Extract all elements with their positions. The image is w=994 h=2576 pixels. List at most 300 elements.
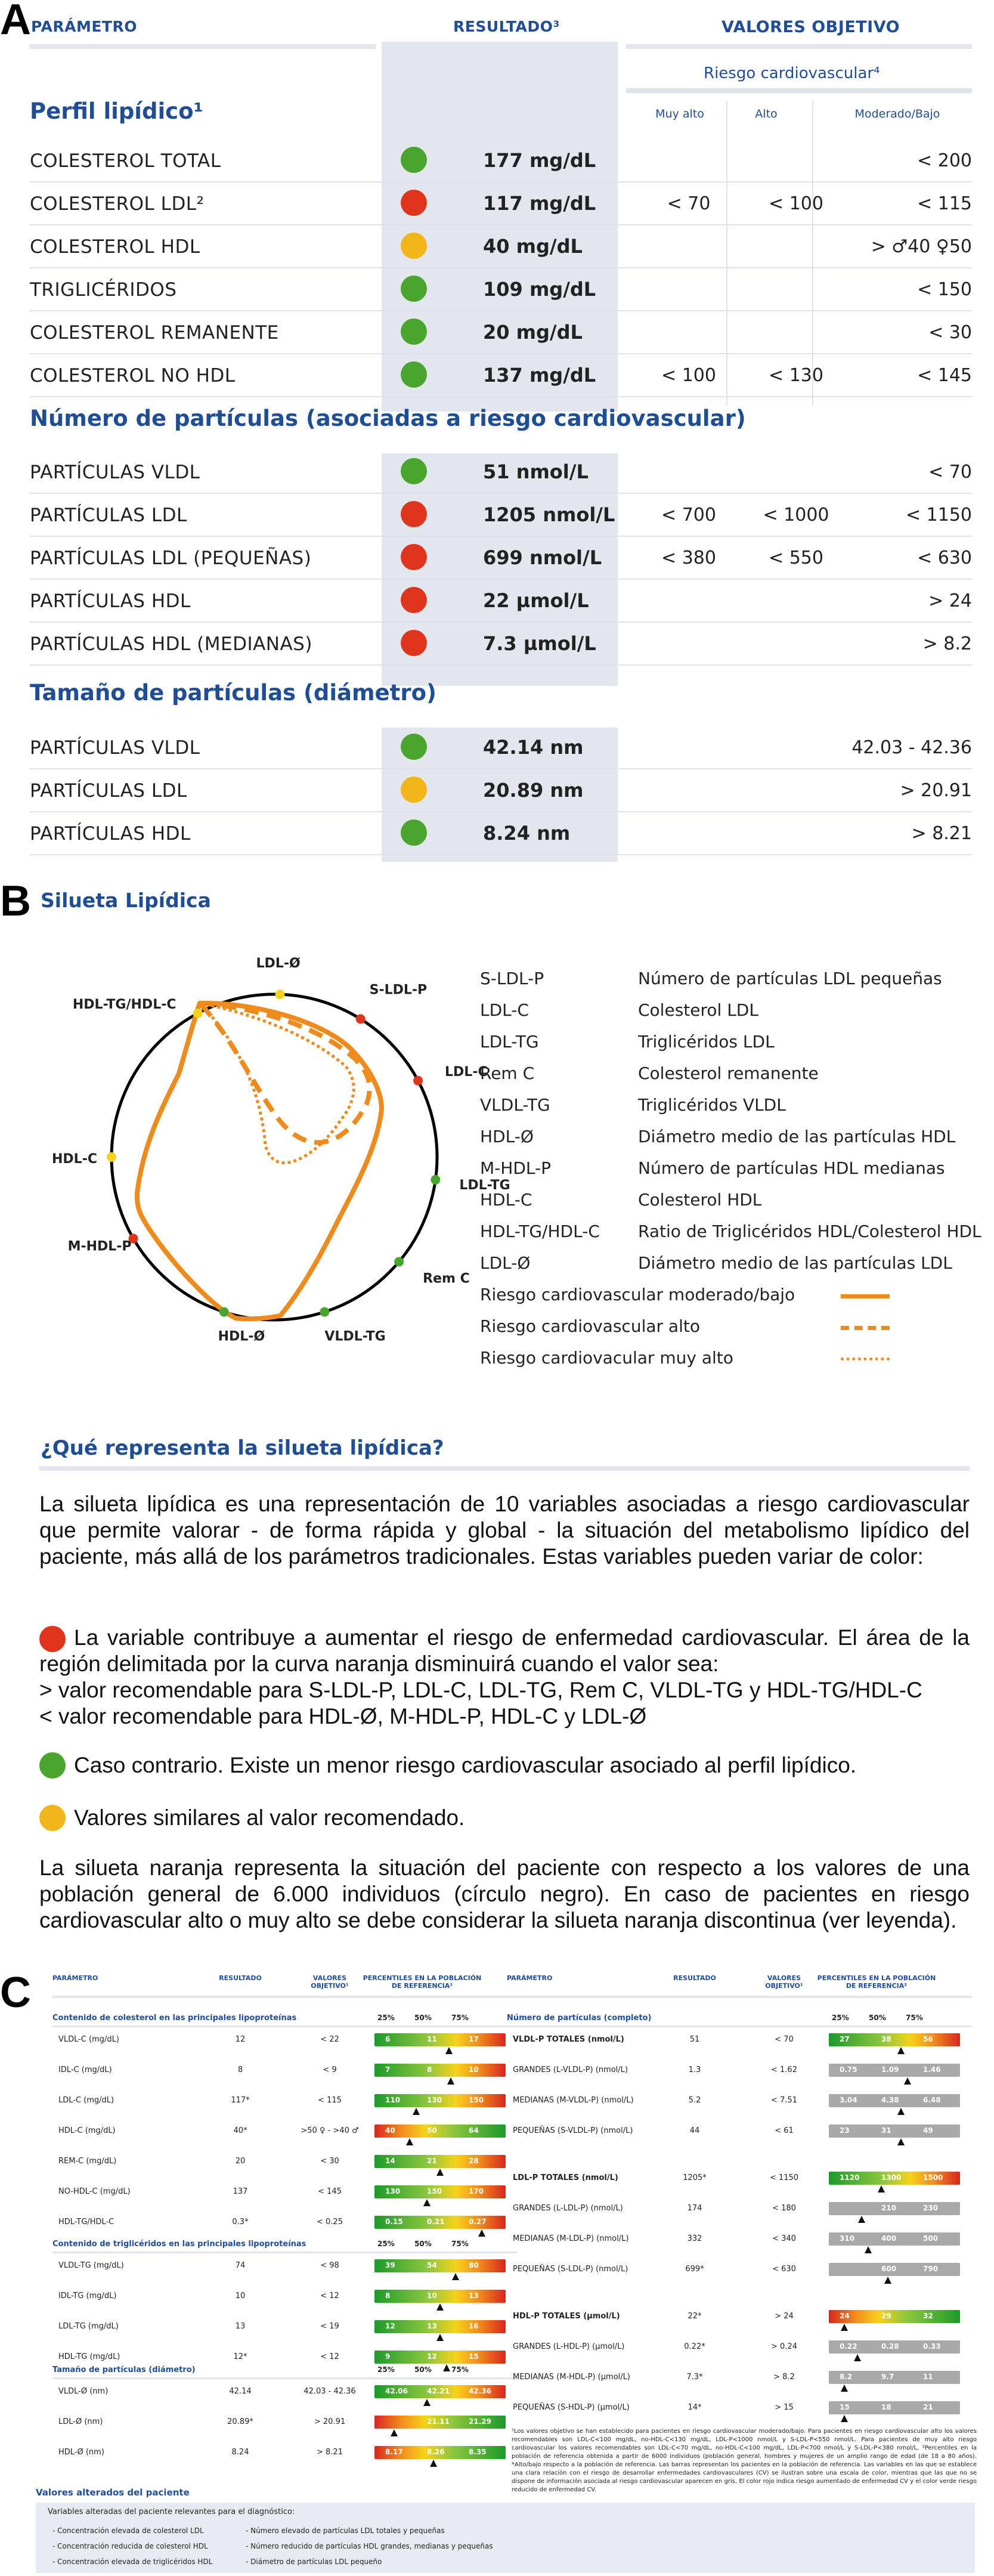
panel-letter-c: C [0, 1969, 31, 2017]
panel-letter-a: A [0, 0, 31, 44]
c-percentile-bar [374, 2094, 506, 2107]
c-result: 44 [689, 2126, 700, 2135]
c-target: < 7.51 [771, 2096, 797, 2105]
c-target: > 24 [775, 2312, 794, 2321]
c-result: 12* [233, 2352, 247, 2361]
c-percentile-tick: 0.75 [840, 2065, 857, 2074]
c-target: < 180 [772, 2204, 796, 2213]
parameter-label: PARTÍCULAS VLDL [30, 737, 200, 759]
c-percentile-tick: 42.21 [427, 2387, 450, 2395]
c-percentile-tick: 8.2 [840, 2373, 853, 2381]
c-percentile-tick: 1120 [840, 2173, 860, 2182]
explain-yellow: Valores similares al valor recomendado. [74, 1805, 465, 1830]
axis-label: VLDL-TG [324, 1329, 386, 1344]
c-result: 1.3 [688, 2065, 701, 2074]
c-altered-item: - Diámetro de partículas LDL pequeño [246, 2558, 382, 2566]
parameter-label: PARTÍCULAS HDL [30, 823, 191, 845]
row-separator [30, 664, 972, 666]
c-percentile-tick: 0.22 [840, 2342, 857, 2351]
c-pct-p25: 25% [377, 2014, 395, 2022]
explain-red-line-3: < valor recomendable para HDL-Ø, M-HDL-P, HDL-C y LDL-Ø [39, 1704, 647, 1728]
legend-desc: Triglicéridos VLDL [638, 1095, 786, 1115]
group-title: Número de partículas (asociadas a riesgo cardiovascular) [30, 406, 746, 431]
parameter-row [30, 357, 972, 392]
c-percentile-bar [374, 2216, 506, 2229]
c-patient-marker [854, 2354, 861, 2361]
target-very-high: < 380 [661, 548, 716, 568]
parameter-row [30, 185, 972, 221]
c-result: 12 [235, 2035, 246, 2044]
axis-label: HDL-Ø [218, 1329, 265, 1344]
c-altered-title: Valores alterados del paciente [36, 2487, 190, 2498]
c-percentile-tick: 42.06 [385, 2387, 408, 2395]
c-result: 137 [233, 2187, 248, 2196]
header-param: PARÁMETRO [31, 18, 137, 35]
parameter-row [30, 625, 972, 661]
c-percentile-tick: 31 [881, 2126, 891, 2135]
silhouette-very-high [200, 1003, 354, 1163]
c-percentile-tick: 10 [469, 2065, 479, 2074]
c-percentile-tick: 8 [427, 2065, 432, 2074]
c-percentile-tick: 500 [923, 2234, 939, 2243]
target-very-high: < 100 [661, 365, 716, 386]
c-param-label: HDL-Ø (nm) [58, 2448, 104, 2457]
axis-dot [193, 1009, 203, 1018]
parameter-row [30, 496, 972, 532]
group-title: Perfil lipídico¹ [30, 98, 203, 124]
explain-underline [39, 1466, 970, 1471]
c-target: > 15 [775, 2403, 794, 2412]
c-header-target: VALORES OBJETIVO¹ [311, 1974, 349, 1990]
c-percentile-bar [829, 2033, 960, 2046]
result-value: 117 mg/dL [483, 192, 596, 215]
axis-dot [356, 1014, 366, 1023]
c-param-label: HDL-P TOTALES (µmol/L) [513, 2312, 620, 2321]
c-result: 699* [685, 2265, 704, 2274]
c-percentile-bar [829, 2340, 960, 2354]
c-footnote: ¹Los valores objetivo se han establecido para pacientes en riesgo cardiovascular moderado/bajo. Para pacientes en riesgo cardiovascular alto los valores recomendables son LDL-C<100 mg/dL, no-HDL-C<130 mg/dL, LDL-P<1000 nmol/L y S-LDL-P<550 nmol/L. Para pacientes de muy alto riesgo cardiovascular los valores recomendables son LDL-C<70 mg/dL, no-HDL-C<100 mg/dL, LDL-P<700 nmol/L y S-LDL-P<380 nmol/L. ²Percentiles en la población de referencia obtenida a partir de 6000 individuos (población general, hombres y mujeres de un amplio rango de edad (de 18 a 80 años). *Alto/bajo respecto a la población de referencia. Las barras representan los pacientes en la población de referencia. Las variables en las que se establece una clara relación con el riesgo de desarrollar enfermedades cardiovasculares (CV) se ilustran sobre una escala de color, mientras que las que no se dispone de información asociada al riesgo cardiovascular aparecen en gris. El color rojo indica riesgo aumentado de enfermedad CV y el color verde riesgo reducido de enfermedad CV. [512, 2428, 977, 2493]
parameter-label: COLESTEROL REMANENTE [30, 322, 279, 344]
c-target: < 1150 [769, 2173, 799, 2182]
c-patient-marker [904, 2077, 911, 2085]
explain-red-line-2: > valor recomendable para S-LDL-P, LDL-C, LDL-TG, Rem C, VLDL-TG y HDL-TG/HDL-C [39, 1678, 922, 1702]
target-moderate: < 70 [928, 462, 972, 483]
legend-abbr: HDL-C [480, 1190, 532, 1210]
c-target: < 1.62 [771, 2065, 797, 2074]
parameter-label: PARTÍCULAS HDL [30, 590, 191, 612]
target-moderate: > ♂40 ♀50 [871, 236, 972, 257]
c-percentile-tick: 8 [385, 2292, 391, 2300]
status-dot-green [401, 458, 427, 484]
c-percentile-tick: 230 [923, 2204, 939, 2212]
legend-desc: Ratio de Triglicéridos HDL/Colesterol HDL [638, 1221, 981, 1241]
legend-abbr: VLDL-TG [480, 1095, 550, 1115]
axis-dot [107, 1152, 116, 1162]
c-result: 0.22* [684, 2342, 705, 2351]
target-very-high: < 70 [667, 193, 711, 214]
c-percentile-tick: 64 [469, 2126, 479, 2135]
c-header-underline [507, 1996, 972, 1998]
c-result: 42.14 [229, 2387, 252, 2396]
parameter-row [30, 314, 972, 350]
c-pct-p75: 75% [451, 2014, 469, 2022]
c-target: < 115 [318, 2096, 342, 2105]
c-percentile-tick: 21.29 [469, 2417, 491, 2426]
c-percentile-tick: 14 [385, 2157, 395, 2165]
legend-desc: Diámetro medio de las partículas HDL [638, 1127, 956, 1146]
c-patient-marker [878, 2185, 885, 2192]
header-risk: Riesgo cardiovascular⁴ [704, 64, 880, 82]
c-param-label: MEDIANAS (M-LDL-P) (nmol/L) [513, 2234, 629, 2243]
c-param-label: GRANDES (L-VLDL-P) (nmol/L) [513, 2065, 628, 2074]
c-percentile-bar [374, 2446, 506, 2459]
c-result: 8.24 [231, 2448, 249, 2457]
axis-dot [394, 1257, 404, 1266]
status-dot-green [401, 147, 427, 173]
parameter-row [30, 271, 972, 307]
c-percentile-tick: 42.36 [469, 2387, 491, 2395]
target-moderate: 42.03 - 42.36 [851, 737, 972, 758]
c-percentile-tick: 1.46 [923, 2065, 941, 2074]
c-percentile-tick: 310 [840, 2234, 855, 2243]
parameter-row [30, 539, 972, 575]
legend-abbr: M-HDL-P [480, 1158, 551, 1178]
header-very-high: Muy alto [655, 107, 704, 120]
lipid-silhouette-chart [0, 930, 510, 1384]
c-param-label: VLDL-TG (mg/dL) [58, 2261, 124, 2270]
c-param-label: VLDL-Ø (nm) [58, 2387, 109, 2396]
parameter-label: PARTÍCULAS LDL [30, 505, 187, 526]
legend-abbr: Rem C [480, 1063, 535, 1083]
result-value: 42.14 nm [483, 736, 584, 759]
axis-label: LDL-Ø [256, 956, 301, 972]
c-percentile-bar [829, 2094, 960, 2107]
c-percentile-tick: 4.38 [881, 2096, 899, 2104]
c-percentile-tick: 1500 [923, 2173, 943, 2182]
c-group-underline [507, 2025, 972, 2027]
c-percentile-bar [829, 2124, 960, 2138]
c-percentile-tick: 16 [469, 2322, 479, 2330]
c-percentile-tick: 9.7 [881, 2373, 894, 2381]
target-moderate: < 200 [917, 150, 972, 171]
c-percentile-tick: 21.11 [427, 2417, 450, 2426]
parameter-label: PARTÍCULAS LDL (PEQUEÑAS) [30, 548, 312, 569]
row-separator [30, 267, 972, 268]
c-target: > 8.2 [773, 2373, 795, 2382]
axis-label: HDL-C [52, 1152, 97, 1167]
c-patient-marker [423, 2199, 431, 2206]
c-patient-marker [884, 2277, 891, 2284]
c-percentile-tick: 6.48 [923, 2096, 941, 2104]
c-result: 5.2 [688, 2096, 701, 2105]
legend-abbr: LDL-C [480, 1000, 529, 1020]
c-patient-marker [430, 2460, 437, 2467]
c-percentile-bar [829, 2202, 960, 2215]
c-percentile-tick: 1300 [881, 2173, 902, 2182]
c-percentile-tick: 170 [469, 2187, 484, 2195]
target-high: < 130 [769, 365, 823, 386]
c-target: < 30 [320, 2157, 339, 2166]
c-pct-p50: 50% [869, 2014, 886, 2022]
c-param-label: NO-HDL-C (mg/dL) [58, 2187, 131, 2196]
c-param-label: IDL-TG (mg/dL) [58, 2292, 117, 2300]
result-value: 51 nmol/L [483, 460, 589, 483]
row-separator [30, 493, 972, 494]
c-percentile-tick: 130 [385, 2187, 401, 2195]
c-percentile-bar [829, 2064, 960, 2077]
c-patient-marker [423, 2399, 431, 2406]
c-percentile-bar [374, 2064, 506, 2077]
legend-abbr: HDL-TG/HDL-C [480, 1221, 600, 1241]
risk-legend-line [841, 1357, 890, 1360]
c-group-underline [52, 2377, 518, 2379]
c-patient-marker [897, 2047, 905, 2054]
c-target: >50 ♀ - >40 ♂ [301, 2126, 359, 2135]
c-target: < 22 [320, 2035, 339, 2044]
c-patient-marker [858, 2216, 865, 2223]
c-patient-marker [841, 2385, 848, 2392]
c-percentile-tick: 0.28 [881, 2342, 899, 2351]
target-moderate: > 20.91 [900, 780, 972, 801]
c-result: 7.3* [686, 2373, 703, 2382]
c-result: 40* [233, 2126, 247, 2135]
axis-label: LDL-C [445, 1064, 488, 1080]
status-dot-yellow [401, 777, 427, 803]
c-percentile-tick: 8.17 [385, 2448, 403, 2456]
c-percentile-tick: 13 [469, 2292, 479, 2300]
header-moderate: Moderado/Bajo [854, 107, 940, 120]
c-param-label: GRANDES (L-LDL-P) (nmol/L) [513, 2204, 623, 2213]
status-dot-red [401, 630, 427, 656]
silhouette-title: Silueta Lipídica [41, 889, 211, 912]
axis-label: S-LDL-P [369, 982, 428, 998]
c-percentile-tick: 110 [385, 2096, 401, 2104]
legend-desc: Colesterol remanente [638, 1063, 819, 1083]
c-percentile-bar [829, 2263, 960, 2276]
c-target: 42.03 - 42.36 [304, 2387, 356, 2396]
c-percentile-bar [374, 2124, 506, 2138]
c-patient-marker [447, 2077, 454, 2085]
header-high: Alto [755, 107, 778, 120]
c-percentile-tick: 600 [881, 2265, 897, 2273]
c-patient-marker [897, 2108, 905, 2115]
row-separator [30, 181, 972, 183]
parameter-label: COLESTEROL TOTAL [30, 150, 221, 172]
parameter-label: TRIGLICÉRIDOS [30, 279, 177, 301]
c-percentile-tick: 29 [881, 2312, 891, 2320]
c-param-label: LDL-P TOTALES (nmol/L) [513, 2173, 618, 2182]
c-percentile-tick: 56 [923, 2035, 933, 2043]
status-dot-green [401, 820, 427, 846]
risk-legend-label: Riesgo cardiovascular moderado/bajo [480, 1285, 795, 1304]
c-percentile-tick: 0.15 [385, 2218, 403, 2226]
explain-red-text [39, 1625, 970, 1677]
c-target: > 20.91 [314, 2417, 346, 2426]
c-group-underline [52, 2025, 518, 2027]
c-header-pct: PERCENTILES EN LA POBLACIÓN DE REFERENCIA² [363, 1974, 482, 1990]
c-percentile-tick: 40 [385, 2126, 395, 2135]
c-percentile-tick: 18 [881, 2403, 891, 2411]
parameter-label: COLESTEROL HDL [30, 236, 200, 258]
target-moderate: < 1150 [905, 505, 972, 525]
target-very-high: < 700 [661, 505, 716, 525]
c-patient-marker [897, 2138, 905, 2145]
c-param-label: MEDIANAS (M-VLDL-P) (nmol/L) [513, 2096, 634, 2105]
c-target: > 0.24 [771, 2342, 797, 2351]
c-percentile-bar [374, 2185, 506, 2198]
c-percentile-bar [829, 2172, 960, 2185]
c-percentile-tick: 39 [385, 2261, 395, 2269]
parameter-row [30, 815, 972, 851]
c-param-label: PEQUEÑAS (S-HDL-P) (µmol/L) [513, 2403, 630, 2412]
c-param-label: HDL-TG/HDL-C [58, 2218, 114, 2226]
explain-red-line-1: La variable contribuye a aumentar el riesgo de enfermedad cardiovascular. El área de la región delimitada por la curva naranja disminuirá cuando el valor sea: [39, 1625, 970, 1676]
target-moderate: < 150 [917, 279, 972, 300]
status-dot-green [401, 276, 427, 302]
panel-letter-b: B [0, 877, 31, 925]
c-percentile-bar [829, 2371, 960, 2384]
reference-population-circle [112, 994, 437, 1320]
c-percentile-tick: 24 [840, 2312, 850, 2320]
c-target: < 19 [320, 2322, 339, 2331]
result-column-bg [382, 42, 618, 412]
column-separator [626, 88, 972, 93]
c-param-label: GRANDES (L-HDL-P) (µmol/L) [513, 2342, 625, 2351]
status-dot-green [401, 361, 427, 388]
c-result: 20.89* [227, 2417, 253, 2426]
c-target: < 12 [320, 2352, 339, 2361]
c-percentile-tick: 21 [427, 2157, 437, 2165]
c-percentile-tick: 1.09 [881, 2065, 899, 2074]
c-patient-marker [452, 2273, 459, 2280]
c-altered-item: - Número reducido de partículas HDL grandes, medianas y pequeñas [246, 2542, 493, 2550]
c-percentile-bar [374, 2290, 506, 2303]
header-result: RESULTADO³ [453, 18, 560, 35]
c-percentile-bar [374, 2155, 506, 2168]
axis-label: Rem C [423, 1271, 470, 1287]
c-result: 20 [235, 2157, 246, 2166]
legend-desc: Colesterol LDL [638, 1000, 758, 1020]
c-percentile-tick: 12 [427, 2352, 437, 2361]
result-value: 20.89 nm [483, 779, 584, 802]
c-header-result: RESULTADO [673, 1974, 716, 1982]
result-value: 8.24 nm [483, 822, 571, 845]
c-pct-p50: 50% [414, 2365, 432, 2374]
c-target: < 98 [320, 2261, 339, 2270]
c-param-label: MEDIANAS (M-HDL-P) (µmol/L) [513, 2373, 630, 2382]
parameter-label: PARTÍCULAS HDL (MEDIANAS) [30, 633, 312, 655]
result-value: 22 µmol/L [483, 589, 589, 612]
c-pct-p75: 75% [906, 2014, 923, 2022]
c-header-param: PARÁMETRO [52, 1974, 98, 1982]
c-param-label: IDL-C (mg/dL) [58, 2065, 112, 2074]
row-separator [30, 621, 972, 623]
result-value: 7.3 µmol/L [483, 632, 596, 655]
axis-dot [219, 1307, 229, 1317]
row-separator [30, 579, 972, 580]
c-percentile-bar [374, 2385, 506, 2398]
row-separator [30, 396, 972, 397]
parameter-row [30, 772, 972, 808]
c-target: < 9 [323, 2065, 337, 2074]
c-pct-p75: 75% [451, 2365, 469, 2374]
c-result: 10 [235, 2292, 246, 2300]
row-separator [30, 536, 972, 537]
row-separator [30, 310, 972, 311]
legend-desc: Colesterol HDL [638, 1190, 762, 1210]
c-target: < 0.25 [317, 2218, 343, 2226]
header-underline [384, 44, 618, 49]
legend-abbr: HDL-Ø [480, 1127, 534, 1146]
c-result: 51 [689, 2035, 700, 2044]
axis-dot [413, 1076, 423, 1086]
c-param-label: PEQUEÑAS (S-LDL-P) (nmol/L) [513, 2265, 628, 2274]
target-high: < 1000 [763, 505, 829, 525]
row-separator [30, 854, 972, 855]
c-percentile-tick: 150 [469, 2096, 484, 2104]
c-percentile-tick: 0.33 [923, 2342, 941, 2351]
c-percentile-tick: 400 [881, 2234, 897, 2243]
c-percentile-bar [374, 2416, 506, 2429]
header-targets: VALORES OBJETIVO [721, 18, 900, 36]
c-patient-marker [413, 2108, 420, 2115]
c-target: < 340 [772, 2234, 796, 2243]
c-percentile-tick: 21 [923, 2403, 933, 2411]
result-value: 20 mg/dL [483, 321, 583, 344]
c-altered-item: - Concentración elevada de colesterol LDL [52, 2526, 204, 2535]
risk-legend-label: Riesgo cardiovacular muy alto [480, 1348, 733, 1368]
c-patient-marker [841, 2324, 848, 2331]
axis-dot [431, 1175, 440, 1185]
c-percentile-tick: 8.26 [427, 2448, 445, 2456]
c-result: 0.3* [232, 2218, 249, 2226]
axis-dot [320, 1307, 329, 1317]
c-percentile-tick: 15 [840, 2403, 850, 2411]
status-dot-green [401, 734, 427, 760]
c-target: < 145 [318, 2187, 342, 2196]
c-param-label: VLDL-C (mg/dL) [58, 2035, 119, 2044]
c-patient-marker [478, 2229, 485, 2237]
status-dot-red [401, 544, 427, 570]
parameter-label: COLESTEROL NO HDL [30, 365, 236, 386]
target-high: < 100 [769, 193, 823, 214]
c-percentile-tick: 49 [923, 2126, 933, 2135]
result-value: 177 mg/dL [483, 149, 596, 172]
c-percentile-tick: 9 [385, 2352, 391, 2361]
c-result: 1205* [683, 2173, 707, 2182]
c-percentile-tick: 80 [469, 2261, 479, 2269]
parameter-row [30, 729, 972, 765]
c-percentile-tick: 12 [385, 2322, 395, 2330]
parameter-row [30, 453, 972, 489]
status-dot-green [401, 318, 427, 345]
c-patient-marker [406, 2138, 413, 2145]
c-percentile-tick: 0.21 [427, 2218, 445, 2226]
c-percentile-tick: 8.35 [469, 2448, 487, 2456]
parameter-row [30, 228, 972, 264]
c-result: 74 [235, 2261, 246, 2270]
c-percentile-tick: 54 [427, 2261, 437, 2269]
result-value: 109 mg/dL [483, 278, 596, 301]
c-result: 14* [688, 2403, 702, 2412]
target-moderate: > 8.21 [911, 823, 972, 844]
c-result: 8 [237, 2065, 243, 2074]
explain-paragraph-2: La silueta naranja representa la situación del paciente con respecto a los valores de una población general de 6.000 individuos (círculo negro). En caso de pacientes en riesgo cardiovascular alto o muy alto se debe considerar la silueta naranja discontinua (ver leyenda). [39, 1856, 970, 1932]
c-percentile-tick: 50 [427, 2126, 437, 2135]
c-header-underline [52, 1996, 518, 1998]
c-percentile-tick: 210 [881, 2204, 897, 2212]
target-moderate: > 24 [928, 590, 972, 611]
